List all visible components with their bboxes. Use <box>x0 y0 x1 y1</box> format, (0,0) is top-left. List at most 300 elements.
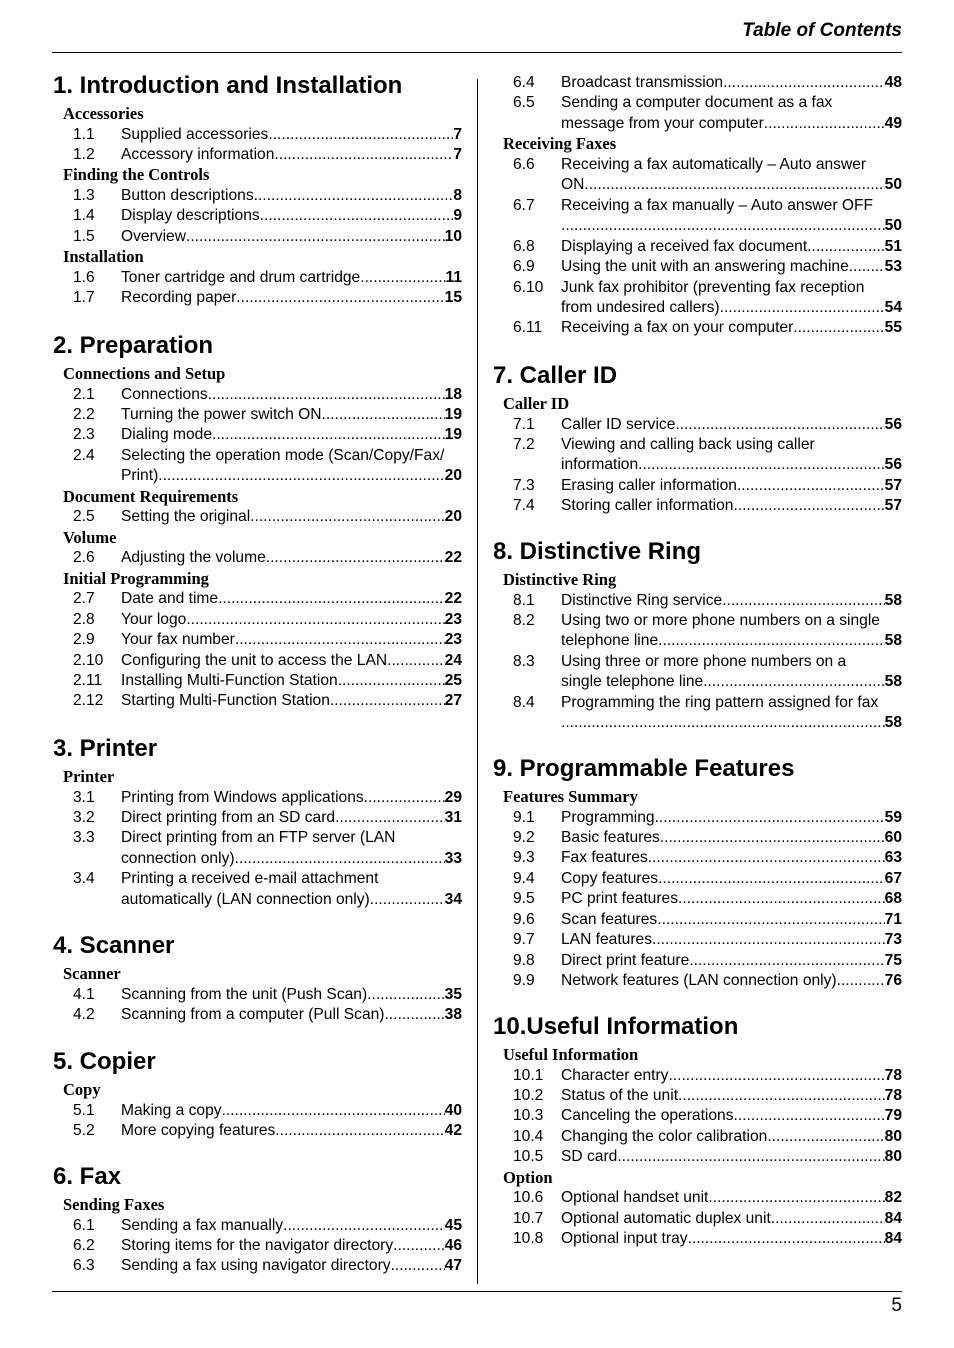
entry-last-line <box>561 848 902 868</box>
toc-entry[interactable] <box>53 1005 462 1025</box>
toc-entry[interactable] <box>493 237 902 257</box>
entry-page-link[interactable]: 68 <box>884 890 902 908</box>
chapter-heading[interactable]: 7. Caller ID <box>493 362 618 389</box>
toc-entry[interactable] <box>53 651 462 671</box>
page-number: 5 <box>891 1295 902 1316</box>
toc-entry[interactable] <box>53 869 462 910</box>
entry-page-link[interactable]: 63 <box>884 849 902 867</box>
toc-entry[interactable] <box>53 691 462 711</box>
toc-entry[interactable] <box>53 1121 462 1141</box>
dot-leader <box>266 548 445 568</box>
entry-title-line: Using three or more phone numbers on a <box>561 652 847 670</box>
entry-title <box>561 693 902 734</box>
entry-page-link[interactable]: 25 <box>444 671 462 689</box>
entry-last-line <box>561 591 902 611</box>
entry-last-line <box>121 466 462 486</box>
entry-number: 6.9 <box>513 258 535 276</box>
entry-title <box>121 671 462 691</box>
toc-entry[interactable] <box>493 278 902 319</box>
entry-number: 6.2 <box>73 1236 95 1254</box>
entry-page-link[interactable]: 7 <box>453 145 462 163</box>
entry-last-line <box>561 713 902 733</box>
entry-page-link[interactable]: 40 <box>444 1101 462 1119</box>
entry-page-link[interactable]: 58 <box>884 632 902 650</box>
entry-page-link[interactable]: 73 <box>884 931 902 949</box>
entry-title-line: Setting the original <box>121 508 251 526</box>
entry-title <box>121 288 462 308</box>
entry-title <box>121 828 462 869</box>
entry-title <box>561 910 902 930</box>
entry-number: 2.2 <box>73 405 95 423</box>
entry-page-link[interactable]: 57 <box>884 497 902 515</box>
chapter-block <box>493 73 902 339</box>
entry-title <box>121 985 462 1005</box>
entry-title <box>561 435 902 476</box>
toc-entry[interactable] <box>53 145 462 165</box>
toc-entry[interactable] <box>493 951 902 971</box>
toc-entry[interactable] <box>53 186 462 206</box>
entry-number: 2.7 <box>73 590 95 608</box>
entry-page-link[interactable]: 38 <box>444 1005 462 1023</box>
entry-title-line: Broadcast transmission <box>561 74 724 91</box>
toc-entry[interactable] <box>493 155 902 196</box>
entry-title-line: Scanning from a computer (Pull Scan) <box>121 1005 385 1023</box>
entry-number: 6.7 <box>513 196 535 214</box>
entry-title-line: connection only) <box>121 849 235 867</box>
entry-title-line: Your logo <box>121 610 187 628</box>
toc-entry[interactable] <box>53 1216 462 1236</box>
entry-page-link[interactable]: 56 <box>884 456 902 474</box>
dot-leader <box>793 318 884 338</box>
entry-page-link[interactable]: 42 <box>444 1121 462 1139</box>
entry-page-link[interactable]: 84 <box>884 1230 902 1248</box>
entry-last-line <box>121 206 462 226</box>
toc-entry[interactable] <box>493 971 902 991</box>
entry-page-link[interactable]: 19 <box>444 426 462 444</box>
entry-last-line <box>561 1086 902 1106</box>
toc-entry[interactable] <box>493 496 902 516</box>
section-heading: Connections and Setup <box>63 364 226 383</box>
toc-entry[interactable] <box>493 1188 902 1208</box>
toc-entry[interactable] <box>53 548 462 568</box>
entry-page-link[interactable]: 80 <box>884 1148 902 1166</box>
entry-page-link[interactable]: 71 <box>884 910 902 928</box>
dot-leader <box>274 145 453 165</box>
entry-title-line: Caller ID service <box>561 415 676 433</box>
dot-leader <box>208 385 445 405</box>
entry-page-link[interactable]: 75 <box>884 951 902 969</box>
entry-page-link[interactable]: 35 <box>444 985 462 1003</box>
entry-title-line: More copying features <box>121 1121 276 1139</box>
dot-leader <box>703 672 884 692</box>
dot-leader <box>236 288 444 308</box>
entry-title-line: single telephone line <box>561 673 704 691</box>
running-header-title: Table of Contents <box>742 20 902 41</box>
dot-leader <box>771 1209 885 1229</box>
entry-title-line: Turning the power switch ON <box>121 405 322 423</box>
toc-entry[interactable] <box>493 415 902 435</box>
entry-number: 6.4 <box>513 74 535 91</box>
entry-number: 1.5 <box>73 227 95 245</box>
dot-leader <box>734 1106 885 1126</box>
entry-title <box>561 869 902 889</box>
entry-title-line: Receiving a fax on your computer <box>561 319 794 337</box>
entry-title-line: Connections <box>121 385 208 403</box>
entry-page-link[interactable]: 82 <box>884 1189 902 1207</box>
entry-page-link[interactable]: 79 <box>884 1107 902 1125</box>
entry-page-link[interactable]: 18 <box>444 385 462 403</box>
entry-title <box>561 591 902 611</box>
entry-page-link[interactable]: 9 <box>453 207 462 225</box>
entry-page-link[interactable]: 78 <box>884 1066 902 1084</box>
chapter-heading[interactable]: 9. Programmable Features <box>493 755 795 782</box>
toc-entry[interactable] <box>53 828 462 869</box>
entry-page-link[interactable]: 55 <box>884 319 902 337</box>
entry-number: 3.1 <box>73 788 95 806</box>
entry-last-line <box>121 385 462 405</box>
chapter-block <box>493 538 902 734</box>
entry-page-link[interactable]: 29 <box>444 788 462 806</box>
toc-entry[interactable] <box>53 227 462 247</box>
entry-title <box>121 206 462 226</box>
entry-page-link[interactable]: 11 <box>445 268 462 286</box>
entry-page-link[interactable]: 10 <box>444 227 462 245</box>
dot-leader <box>186 227 445 247</box>
entry-page-link[interactable]: 7 <box>453 125 462 143</box>
entry-page-link[interactable]: 84 <box>884 1209 902 1227</box>
entry-last-line <box>121 788 462 808</box>
toc-entry[interactable] <box>53 385 462 405</box>
toc-entry[interactable] <box>53 671 462 691</box>
toc-entry[interactable] <box>53 630 462 650</box>
toc-entry[interactable] <box>53 405 462 425</box>
dot-leader <box>658 631 885 651</box>
entry-title <box>561 93 902 134</box>
toc-entry[interactable] <box>493 1147 902 1167</box>
entry-title <box>561 808 902 828</box>
entry-page-link[interactable]: 51 <box>884 237 902 255</box>
entry-title <box>121 589 462 609</box>
toc-entry[interactable] <box>493 93 902 134</box>
entry-number: 2.9 <box>73 631 95 649</box>
entry-number: 1.4 <box>73 207 95 225</box>
toc-entry[interactable] <box>493 1086 902 1106</box>
entry-title <box>561 828 902 848</box>
entry-title-line: Dialing mode <box>121 426 213 444</box>
entry-title <box>561 611 902 652</box>
toc-entry[interactable] <box>493 910 902 930</box>
entry-last-line <box>121 849 462 869</box>
entry-title-line: Printing from Windows applications <box>121 788 364 806</box>
toc-entry[interactable] <box>53 985 462 1005</box>
entry-page-link[interactable]: 22 <box>444 549 462 567</box>
dot-leader <box>849 257 885 277</box>
chapter-block <box>53 735 462 910</box>
entry-last-line <box>561 114 902 134</box>
entry-title-line: Basic features <box>561 828 660 846</box>
toc-entry[interactable] <box>53 425 462 445</box>
entry-title <box>121 1121 462 1141</box>
entry-number: 5.1 <box>73 1101 95 1119</box>
toc-entry[interactable] <box>493 257 902 277</box>
entry-title <box>561 196 902 237</box>
entry-page-link[interactable]: 23 <box>444 631 462 649</box>
toc-entry[interactable] <box>53 610 462 630</box>
dot-leader <box>561 216 885 236</box>
entry-number: 7.1 <box>513 415 535 433</box>
toc-entry[interactable] <box>53 589 462 609</box>
chapter-heading[interactable]: 6. Fax <box>53 1163 122 1190</box>
entry-title-line: Scan features <box>561 910 658 928</box>
entry-title <box>121 507 462 527</box>
header-rule <box>52 52 902 53</box>
entry-title <box>561 73 902 93</box>
entry-number: 10.7 <box>513 1209 544 1227</box>
entry-last-line <box>561 1188 902 1208</box>
toc-entry[interactable] <box>493 1106 902 1126</box>
dot-leader <box>638 455 885 475</box>
entry-title <box>121 425 462 445</box>
dot-leader <box>384 1005 444 1025</box>
entry-number: 1.3 <box>73 186 95 204</box>
entry-last-line <box>561 298 902 318</box>
entry-page-link[interactable]: 58 <box>884 673 902 691</box>
chapter-heading[interactable]: 3. Printer <box>53 735 158 762</box>
entry-title <box>121 610 462 630</box>
entry-title-line: Programming the ring pattern assigned for fax <box>561 693 879 711</box>
column-divider <box>477 79 478 1284</box>
toc-entry[interactable] <box>493 73 902 93</box>
entry-number: 2.1 <box>73 385 95 403</box>
entry-page-link[interactable]: 58 <box>884 591 902 609</box>
dot-leader <box>617 1147 884 1167</box>
entry-title <box>561 1209 902 1229</box>
entry-page-link[interactable]: 50 <box>884 176 902 194</box>
chapter-heading[interactable]: 10.Useful Information <box>493 1013 739 1040</box>
entry-page-link[interactable]: 8 <box>453 186 462 204</box>
toc-entry[interactable] <box>493 476 902 496</box>
entry-page-link[interactable]: 47 <box>444 1257 462 1275</box>
toc-entry[interactable] <box>493 591 902 611</box>
entry-title <box>121 1101 462 1121</box>
entry-page-link[interactable]: 48 <box>884 74 902 91</box>
entry-page-link[interactable]: 54 <box>884 299 902 317</box>
dot-leader <box>657 910 884 930</box>
dot-leader <box>391 1256 445 1276</box>
entry-title-line: ON <box>561 176 585 194</box>
toc-entry[interactable] <box>493 435 902 476</box>
toc-entry[interactable] <box>53 1101 462 1121</box>
toc-entry[interactable] <box>493 1229 902 1249</box>
entry-last-line <box>561 73 902 93</box>
entry-page-link[interactable]: 59 <box>884 808 902 826</box>
entry-page-link[interactable]: 23 <box>444 610 462 628</box>
toc-entry[interactable] <box>53 206 462 226</box>
entry-last-line <box>561 257 902 277</box>
dot-leader <box>360 268 445 288</box>
entry-title-line: Optional input tray <box>561 1230 688 1248</box>
entry-page-link[interactable]: 45 <box>444 1216 462 1234</box>
entry-title <box>121 808 462 828</box>
entry-page-link[interactable]: 20 <box>444 467 462 485</box>
entry-last-line <box>121 985 462 1005</box>
entry-last-line <box>561 869 902 889</box>
dot-leader <box>660 828 885 848</box>
entry-page-link[interactable]: 33 <box>444 849 462 867</box>
entry-number: 2.4 <box>73 446 95 464</box>
entry-page-link[interactable]: 57 <box>884 476 902 494</box>
entry-number: 10.3 <box>513 1107 544 1125</box>
entry-page-link[interactable]: 49 <box>884 114 902 132</box>
entry-page-link[interactable]: 58 <box>884 714 902 732</box>
toc-entry[interactable] <box>493 1127 902 1147</box>
entry-title <box>561 1127 902 1147</box>
entry-page-link[interactable]: 22 <box>444 590 462 608</box>
toc-entry[interactable] <box>53 268 462 288</box>
toc-entry[interactable] <box>493 196 902 237</box>
entry-number: 9.5 <box>513 890 535 908</box>
entry-number: 10.1 <box>513 1066 544 1084</box>
toc-entry[interactable] <box>53 125 462 145</box>
entry-page-link[interactable]: 34 <box>444 890 462 908</box>
entry-number: 3.2 <box>73 808 95 826</box>
entry-number: 6.1 <box>73 1216 95 1234</box>
entry-page-link[interactable]: 31 <box>444 808 462 826</box>
toc-entry[interactable] <box>493 693 902 734</box>
section-heading: Printer <box>63 767 115 786</box>
chapter-heading[interactable]: 2. Preparation <box>53 332 214 359</box>
entry-page-link[interactable]: 24 <box>444 651 462 669</box>
entry-page-link[interactable]: 50 <box>884 217 902 235</box>
entry-page-link[interactable]: 56 <box>884 415 902 433</box>
entry-page-link[interactable]: 76 <box>884 972 902 990</box>
entry-title-line: Junk fax prohibitor (preventing fax reception <box>561 278 865 296</box>
toc-entry[interactable] <box>493 869 902 889</box>
toc-entry[interactable] <box>493 1066 902 1086</box>
entry-number: 8.1 <box>513 591 535 609</box>
entry-title <box>121 1216 462 1236</box>
entry-title <box>561 1086 902 1106</box>
entry-title <box>561 155 902 196</box>
entry-last-line <box>561 1209 902 1229</box>
chapter-heading[interactable]: 4. Scanner <box>53 932 175 959</box>
dot-leader <box>688 1229 885 1249</box>
entry-number: 2.12 <box>73 692 104 710</box>
entry-title <box>561 971 902 991</box>
toc-entry[interactable] <box>493 828 902 848</box>
entry-last-line <box>121 548 462 568</box>
chapter-heading[interactable]: 5. Copier <box>53 1048 156 1075</box>
entry-number: 9.8 <box>513 951 535 969</box>
entry-title-line: Copy features <box>561 869 659 887</box>
chapter-heading[interactable]: 8. Distinctive Ring <box>493 538 702 565</box>
entry-title-line: SD card <box>561 1148 618 1166</box>
section-heading: Document Requirements <box>63 486 239 506</box>
entry-title-line: Selecting the operation mode (Scan/Copy/Fax/ <box>121 446 445 464</box>
entry-title-line: Sending a computer document as a fax <box>561 94 833 112</box>
entry-last-line <box>561 415 902 435</box>
toc-entry[interactable] <box>53 288 462 308</box>
entry-title-line: Sending a fax manually <box>121 1216 284 1234</box>
toc-entry[interactable] <box>53 808 462 828</box>
entry-last-line <box>561 951 902 971</box>
toc-entry[interactable] <box>53 507 462 527</box>
toc-entry[interactable] <box>493 848 902 868</box>
section-heading: Caller ID <box>503 394 570 413</box>
dot-leader <box>764 114 885 134</box>
dot-leader <box>675 415 884 435</box>
entry-last-line <box>561 1127 902 1147</box>
entry-page-link[interactable]: 27 <box>444 692 462 710</box>
entry-title-line: Canceling the operations <box>561 1107 734 1125</box>
dot-leader <box>648 848 885 868</box>
entry-last-line <box>121 610 462 630</box>
entry-page-link[interactable]: 15 <box>444 289 462 307</box>
toc-entry[interactable] <box>493 808 902 828</box>
dot-leader <box>283 1216 445 1236</box>
entry-page-link[interactable]: 80 <box>884 1127 902 1145</box>
entry-number: 2.8 <box>73 610 95 628</box>
entry-page-link[interactable]: 53 <box>884 258 902 276</box>
entry-last-line <box>561 808 902 828</box>
entry-last-line <box>561 1106 902 1126</box>
toc-entry[interactable] <box>493 318 902 338</box>
entry-title-line: Using two or more phone numbers on a single <box>561 611 880 629</box>
entry-page-link[interactable]: 19 <box>444 405 462 423</box>
entry-number: 9.1 <box>513 808 535 826</box>
chapter-heading[interactable]: 1. Introduction and Installation <box>53 72 403 99</box>
toc-entry[interactable] <box>53 446 462 487</box>
dot-leader <box>222 1101 445 1121</box>
entry-page-link[interactable]: 20 <box>444 508 462 526</box>
entry-page-link[interactable]: 78 <box>884 1086 902 1104</box>
toc-entry[interactable] <box>53 1256 462 1276</box>
entry-last-line <box>561 631 902 651</box>
toc-entry[interactable] <box>53 1236 462 1256</box>
entry-page-link[interactable]: 60 <box>884 828 902 846</box>
section-heading: Installation <box>63 247 144 267</box>
entry-title <box>121 405 462 425</box>
entry-number: 9.7 <box>513 931 535 949</box>
entry-title <box>561 889 902 909</box>
entry-title <box>561 318 902 338</box>
dot-leader <box>367 985 444 1005</box>
section-heading: Distinctive Ring <box>503 570 617 589</box>
chapter-block <box>53 932 462 1025</box>
entry-number: 4.1 <box>73 985 95 1003</box>
dot-leader <box>561 713 885 733</box>
toc-entry[interactable] <box>493 889 902 909</box>
entry-last-line <box>561 1066 902 1086</box>
toc-entry[interactable] <box>493 1209 902 1229</box>
entry-page-link[interactable]: 67 <box>884 869 902 887</box>
dot-leader <box>722 591 884 611</box>
entry-last-line <box>121 589 462 609</box>
toc-entry[interactable] <box>493 652 902 693</box>
toc-entry[interactable] <box>493 611 902 652</box>
toc-entry[interactable] <box>493 930 902 950</box>
entry-page-link[interactable]: 46 <box>444 1236 462 1254</box>
entry-title-line: Direct printing from an SD card <box>121 808 336 826</box>
entry-title-line: Optional automatic duplex unit <box>561 1209 771 1227</box>
toc-entry[interactable] <box>53 788 462 808</box>
entry-number: 2.3 <box>73 426 95 444</box>
entry-title <box>121 1005 462 1025</box>
entry-number: 1.6 <box>73 268 95 286</box>
dot-leader <box>218 589 445 609</box>
entry-title-line: Erasing caller information <box>561 476 737 494</box>
entry-title-line: Receiving a fax automatically – Auto answer <box>561 155 867 173</box>
